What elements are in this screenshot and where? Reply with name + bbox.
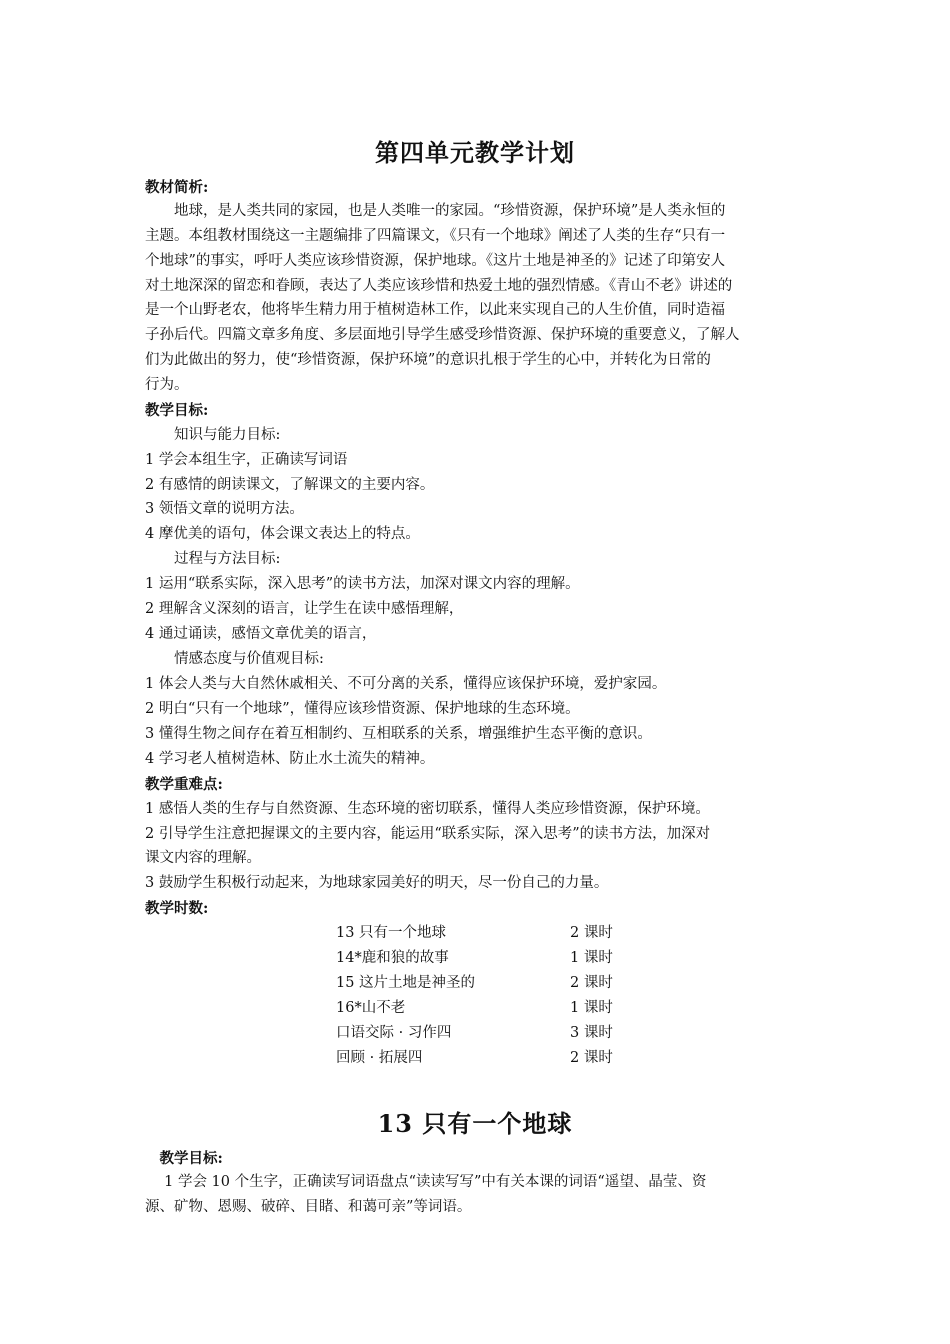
material-para-line: 地球，是人类共同的家园，也是人类唯一的家园。“珍惜资源，保护环境”是人类永恒的 xyxy=(145,203,726,219)
lesson-hours: 2 课时 xyxy=(570,925,613,941)
goal-item: 4 摩优美的语句，体会课文表达上的特点。 xyxy=(145,526,420,542)
hours-row xyxy=(336,1021,636,1046)
unit-plan-title: 第四单元教学计划 xyxy=(375,138,575,167)
goals-heading: 教学目标: xyxy=(145,402,209,419)
lesson-goals-heading: 教学目标: xyxy=(145,1150,223,1167)
lesson-hours: 1 课时 xyxy=(570,1000,613,1016)
material-para-line: 是一个山野老农，他将毕生精力用于植树造林工作，以此来实现自己的人生价值，同时造福 xyxy=(145,302,725,318)
material-para-line: 子孙后代。四篇文章多角度、多层面地引导学生感受珍惜资源、保护环境的重要意义，了解人 xyxy=(145,327,740,343)
goal-item: 1 体会人类与大自然休戚相关、不可分离的关系，懂得应该保护环境，爱护家园。 xyxy=(145,676,667,692)
key-point-item: 2 引导学生注意把握课文的主要内容，能运用“联系实际，深入思考”的读书方法，加深对 xyxy=(145,826,711,842)
lesson-name: 口语交际 · 习作四 xyxy=(336,1025,452,1041)
hours-row xyxy=(336,996,636,1021)
goal-item: 1 学会本组生字，正确读写词语 xyxy=(145,452,348,468)
material-para-line: 个地球”的事实，呼吁人类应该珍惜资源，保护地球。《这片土地是神圣的》记述了印第安人 xyxy=(145,253,726,269)
lesson-hours: 2 课时 xyxy=(570,975,613,991)
lesson-hours: 1 课时 xyxy=(570,950,613,966)
key-point-item: 3 鼓励学生积极行动起来，为地球家园美好的明天，尽一份自己的力量。 xyxy=(145,875,609,891)
hours-heading: 教学时数: xyxy=(145,900,209,917)
key-points-heading: 教学重难点: xyxy=(145,776,223,793)
goal-item: 4 通过诵读，感悟文章优美的语言， xyxy=(145,626,377,642)
material-heading: 教材简析: xyxy=(145,179,209,196)
lesson-goal-line: 源、矿物、恩赐、破碎、目睹、和蔼可亲”等词语。 xyxy=(145,1199,472,1215)
goal-item: 2 有感情的朗读课文，了解课文的主要内容。 xyxy=(145,477,435,493)
goal-item: 3 懂得生物之间存在着互相制约、互相联系的关系，增强维护生态平衡的意识。 xyxy=(145,726,652,742)
lesson-name: 16*山不老 xyxy=(336,1000,406,1016)
process-goals-heading: 过程与方法目标: xyxy=(145,551,281,567)
lesson-name: 14*鹿和狼的故事 xyxy=(336,950,449,966)
hours-row xyxy=(336,946,636,971)
lesson-goal-line: 1 学会 10 个生字，正确读写词语盘点“读读写写”中有关本课的词语“遥望、晶莹、资 xyxy=(145,1174,707,1190)
lesson-name: 15 这片土地是神圣的 xyxy=(336,975,476,991)
key-point-item: 课文内容的理解。 xyxy=(145,850,261,866)
goal-item: 1 运用“联系实际，深入思考”的读书方法，加深对课文内容的理解。 xyxy=(145,576,580,592)
emotion-goals-heading: 情感态度与价值观目标: xyxy=(145,651,324,667)
knowledge-goals-heading: 知识与能力目标: xyxy=(145,427,281,443)
material-para-line: 主题。本组教材围绕这一主题编排了四篇课文，《只有一个地球》阐述了人类的生存“只有一 xyxy=(145,228,726,244)
hours-row xyxy=(336,1046,636,1071)
material-para-line: 行为。 xyxy=(145,377,189,393)
lesson-title: 13 只有一个地球 xyxy=(377,1109,573,1138)
lesson-hours: 2 课时 xyxy=(570,1050,613,1066)
goal-item: 2 理解含义深刻的语言，让学生在读中感悟理解， xyxy=(145,601,464,617)
goal-item: 2 明白“只有一个地球”，懂得应该珍惜资源、保护地球的生态环境。 xyxy=(145,701,580,717)
hours-table xyxy=(336,921,636,1071)
lesson-hours: 3 课时 xyxy=(570,1025,613,1041)
material-para-line: 们为此做出的努力，使“珍惜资源，保护环境”的意识扎根于学生的心中，并转化为日常的 xyxy=(145,352,711,368)
material-para-line: 对土地深深的留恋和眷顾，表达了人类应该珍惜和热爱土地的强烈情感。《青山不老》讲述的 xyxy=(145,278,733,294)
goal-item: 4 学习老人植树造林、防止水土流失的精神。 xyxy=(145,751,435,767)
hours-row xyxy=(336,921,636,946)
lesson-name: 13 只有一个地球 xyxy=(336,925,447,941)
goal-item: 3 领悟文章的说明方法。 xyxy=(145,501,304,517)
hours-row xyxy=(336,971,636,996)
key-point-item: 1 感悟人类的生存与自然资源、生态环境的密切联系，懂得人类应珍惜资源，保护环境。 xyxy=(145,801,710,817)
lesson-name: 回顾 · 拓展四 xyxy=(336,1050,423,1066)
